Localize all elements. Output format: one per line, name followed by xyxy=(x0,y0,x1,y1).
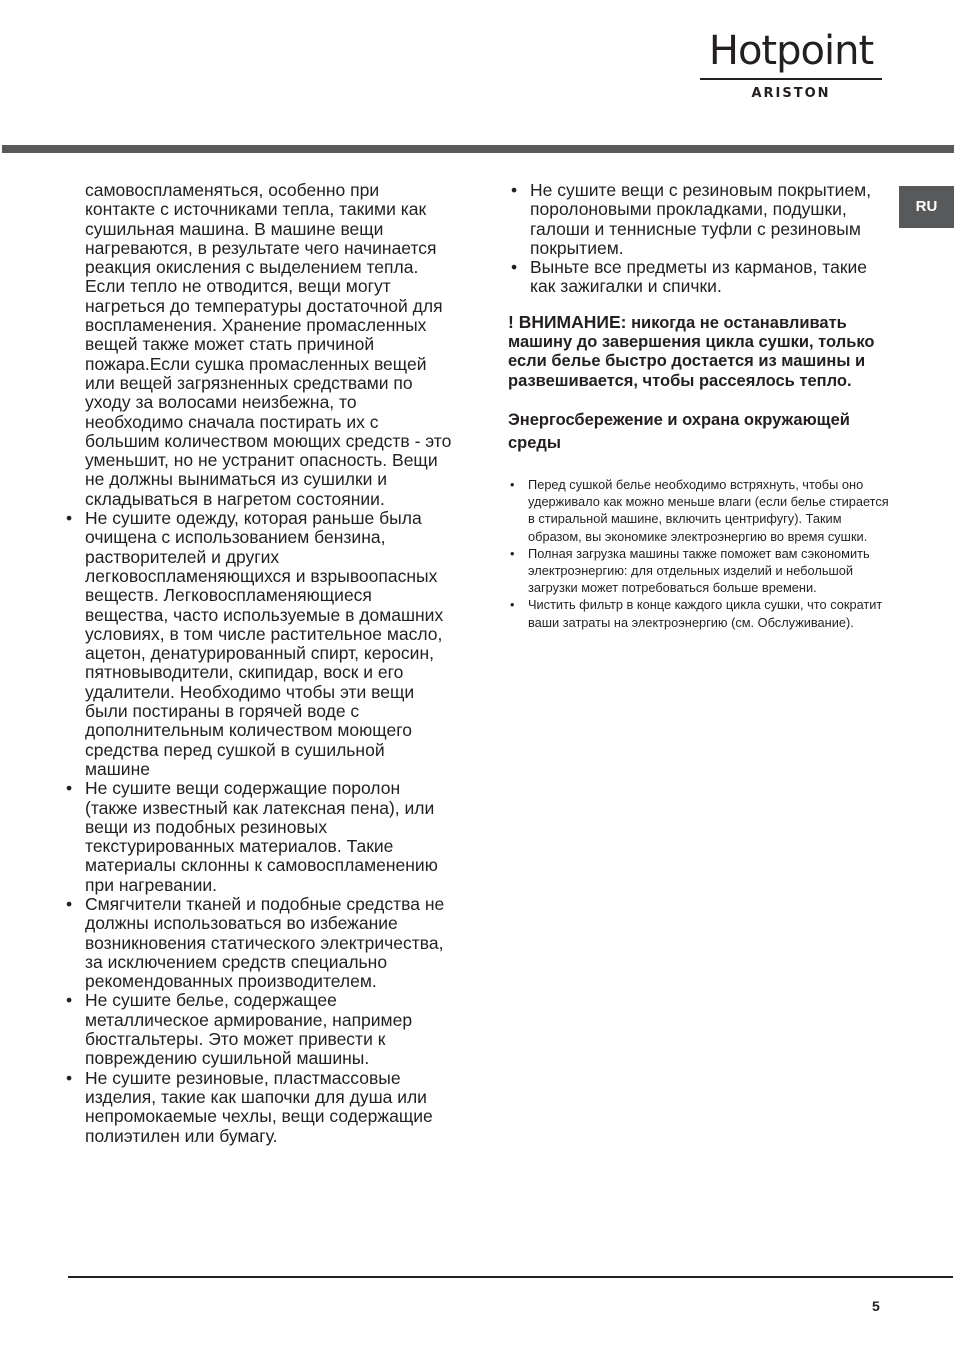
list-item: • Не сушите белье, содержащее металлическое армирование, например бюстгальтеры. Это может привести к повреждению сушильной машины. xyxy=(63,991,453,1068)
continued-paragraph: самовоспламеняться, особенно при контакте с источниками тепла, такими как сушильная машина. В машине вещи нагреваются, в результате чего начинается реакция окисления с выделением тепла. Если тепло не отводится, вещи могут нагреться до температуры достаточной для воспламенения. Хранение промасленных вещей также может стать причиной пожара.Если сушка промасленных вещей или вещей загрязненных средствами по уходу за волосами неизбежна, то необходимо сначала постирать их с большим количеством моющих средств - это уменьшит, но не устранит опасность. Вещи не должны выниматься из сушилки и складываться в нагретом состоянии. xyxy=(85,180,452,509)
list-item: • Полная загрузка машины также поможет вам сэкономить электроэнергию: для отдельных изделий и небольшой загрузки может потребоваться больше времени. xyxy=(508,545,893,597)
warning-text: никогда не останавливать машину до завершения цикла сушки, только если белье быстро достается из машины и развешивается, чтобы рассеялось тепло. xyxy=(508,313,875,390)
header-rule xyxy=(2,145,954,153)
list-item: • Не сушите одежду, которая раньше была очищена с использованием бензина, растворителей и других легковоспламеняющихся и взрывоопасных веществ. Легковоспламеняющиеся вещества, часто используемые в домашних условиях, в том числе растительное масло, ацетон, денатурированный спирт, керосин, пятновыводители, скипидар, воск и его удалители. Необходимо чтобы эти вещи были постираны в горячей воде с дополнительным количеством моющего средства перед сушкой в сушильной машине xyxy=(63,509,453,779)
brand-name: Hotpoint xyxy=(708,28,874,74)
language-tab: RU xyxy=(899,186,954,228)
list-item: • Перед сушкой белье необходимо встряхнуть, чтобы оно удерживало как можно меньше влаги (если белье стирается в стиральной машине, включить центрифугу). Таким образом, вы экономике электроэнергию во время сушки. xyxy=(508,476,893,545)
page-number: 5 xyxy=(872,1298,880,1314)
footer-rule xyxy=(68,1276,953,1278)
brand-logo xyxy=(700,28,882,102)
list-item: • Чистить фильтр в конце каждого цикла сушки, что сократит ваши затраты на электроэнергию (см. Обслуживание). xyxy=(508,596,893,630)
right-bullet-list xyxy=(508,181,893,297)
right-column xyxy=(508,181,893,631)
list-item: • Выньте все предметы из карманов, такие как зажигалки и спички. xyxy=(508,258,893,297)
list-item: • Смягчители тканей и подобные средства не должны использоваться во избежание возникновения статического электричества, за исключением средств специально рекомендованных производителем. xyxy=(63,895,453,991)
logo-divider xyxy=(700,78,882,80)
warning-label: ! ВНИМАНИЕ: xyxy=(508,311,627,332)
energy-tips-list xyxy=(508,476,893,631)
list-item: • Не сушите резиновые, пластмассовые изделия, такие как шапочки для душа или непромокаемые чехлы, вещи содержащие полиэтилен или бумагу. xyxy=(63,1069,453,1146)
warning-note xyxy=(508,313,893,391)
section-title: Энергосбережение и охрана окружающей среды xyxy=(508,410,850,452)
list-item: • Не сушите вещи содержащие поролон (также известный как латексная пена), или вещи из подобных резиновых текстурированных материалов. Такие материалы склонны к самовоспламенению при нагревании. xyxy=(63,779,453,895)
list-item: • Не сушите вещи с резиновым покрытием, поролоновыми прокладками, подушки, галоши и теннисные туфли с резиновым покрытием. xyxy=(508,181,893,258)
sub-brand-name: ARISTON xyxy=(751,86,831,101)
left-column xyxy=(63,181,453,1146)
left-bullet-list xyxy=(63,509,453,1146)
